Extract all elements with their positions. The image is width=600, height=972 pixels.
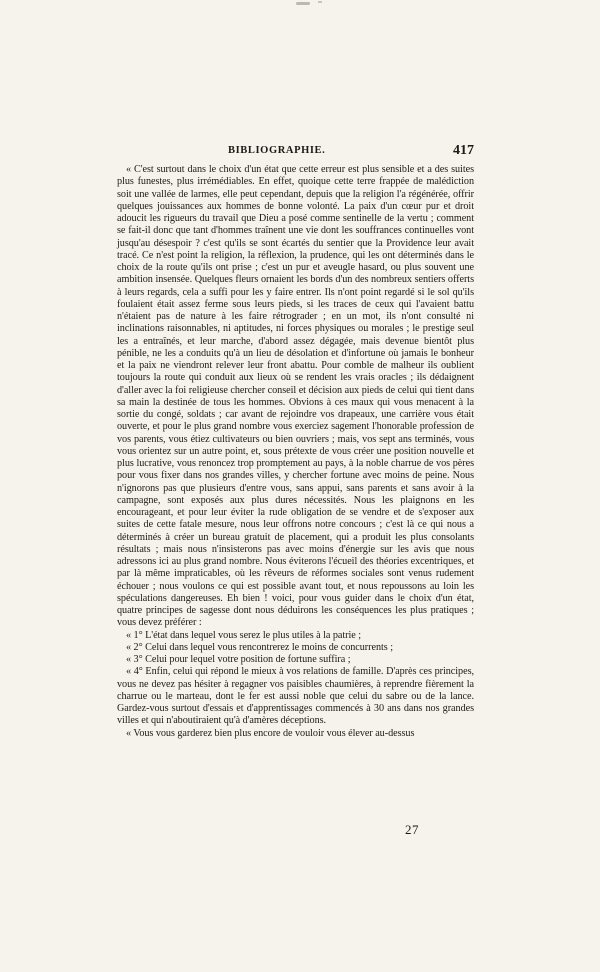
scan-speck (296, 2, 310, 5)
list-item: « 3° Celui pour lequel votre position de fortune suffira ; (126, 654, 351, 665)
list-item: « 4° Enfin, celui qui répond le mieux à vos relations de famille. D'après ces principes, vous ne devez pas hésiter à regagner vos paisibles chaumières, à reprendre fièrement la charrue ou le marteau, dont le fer est aussi noble que celui du sabre ou de la lance. Gardez-vous surtout d'essais et d'apprentissages commencés à 30 ans dans nos grandes villes et qui n'aboutiraient qu'à d'amères déceptions. (117, 666, 474, 727)
body-text (117, 164, 474, 740)
paragraph: « C'est surtout dans le choix d'un état que cette erreur est plus sensible et a des suites plus funestes, plus irrémédiables. En effet, quoique cette terre frappée de malédiction soit une vallée de larmes, elle peut cependant, depuis que la religion l'a régénérée, offrir quelques jouissances aux hommes de bonne volonté. La paix d'un cœur pur et droit adoucit les rigueurs du travail que Dieu a posé comme sentinelle de la vertu ; comment se fait-il donc que tant d'hommes traînent une vie dont les souffrances continuelles vont jusqu'au désespoir ? c'est qu'ils se sont écartés du sentier que la Providence leur avait tracé. Ce n'est point la religion, la réflexion, la prudence, qui les ont déterminés dans le choix de la route qu'ils ont prise ; c'est un pur et aveugle hasard, ou plus souvent une ambition insensée. Quelques fleurs ornaient les bords d'un des nombreux sentiers offerts à leurs regards, cela a suffi pour les y faire entrer. Ils n'ont point regardé si le sol qu'ils foulaient était assez ferme sous leurs pieds, si les traces de ceux qui l'avaient battu n'étaient pas de nature à les faire rétrograder ; en un mot, ils n'ont consulté ni inclinations raisonnables, ni aptitudes, ni forces physiques ou morales ; le prestige seul les a entraînés, et leur marche, d'abord assez dégagée, mais devenue bientôt plus pénible, ne les a conduits qu'à un lieu de désolation et d'infortune où jamais le bonheur et la paix ne viendront relever leur front abattu. Pour comble de malheur ils oublient toujours la route qui conduit aux lieux où se rendent les vrais oracles ; ils dédaignent d'aller avec la foi religieuse chercher conseil et décision aux pieds de celui qui tient dans sa main la destinée de tous les hommes. Obvions à ces maux qui vous menacent à la sortie du congé, soldats ; car avant de rejoindre vos drapeaux, une carrière vous était ouverte, et pour le plus grand nombre vous exerciez sagement l'honorable profession de vos parents, vous étiez cultivateurs ou bien ouvriers ; mais, vos sept ans terminés, vous vous orientez sur un autre point, et, sous prétexte de vous créer une position nouvelle et plus lucrative, vous renoncez trop promptement au pays, à la noble charrue de vos pères pour vous fixer dans nos grandes villes, y chercher fortune avec moins de peine. Nous n'ignorons pas que plusieurs d'entre vous, sans appui, sans parents et sans avoir à la campagne, sont exposés aux plus dures nécessités. Nous les plaignons en les encourageant, et pour leur éviter la rude obligation de se vendre et de s'exposer aux suites de cette fatale mesure, nous leur offrons notre concours ; c'est là ce qui nous a déterminés à créer un bureau gratuit de placement, qui a produit les plus consolants résultats ; mais nous n'insisterons pas avec moins d'énergie sur les avis que nous adressons ici au plus grand nombre. Nous éviterons l'écueil des théories excentriques, et par là même impraticables, où les rêveurs de réformes sociales sont venus rudement échouer ; nous voulons ce qui est possible avant tout, et nous repoussons au loin les spéculations dangereuses. Eh bien ! voici, pour vous guider dans le choix d'un état, quatre principes de sagesse dont nous déduirons les conséquences les plus pratiques ; vous devez préférer : (117, 164, 474, 629)
page-number: 417 (453, 143, 474, 158)
list-item: « 2° Celui dans lequel vous rencontrerez le moins de concurrents ; (126, 641, 393, 653)
page-header (120, 143, 474, 159)
running-title: BIBLIOGRAPHIE. (228, 145, 326, 156)
signature-mark: 27 (405, 822, 419, 837)
scan-speck (318, 1, 322, 3)
list-item: « 1° L'état dans lequel vous serez le plus utiles à la patrie ; (126, 629, 362, 641)
paragraph: « Vous vous garderez bien plus encore de vouloir vous élever au-dessus (126, 727, 415, 739)
